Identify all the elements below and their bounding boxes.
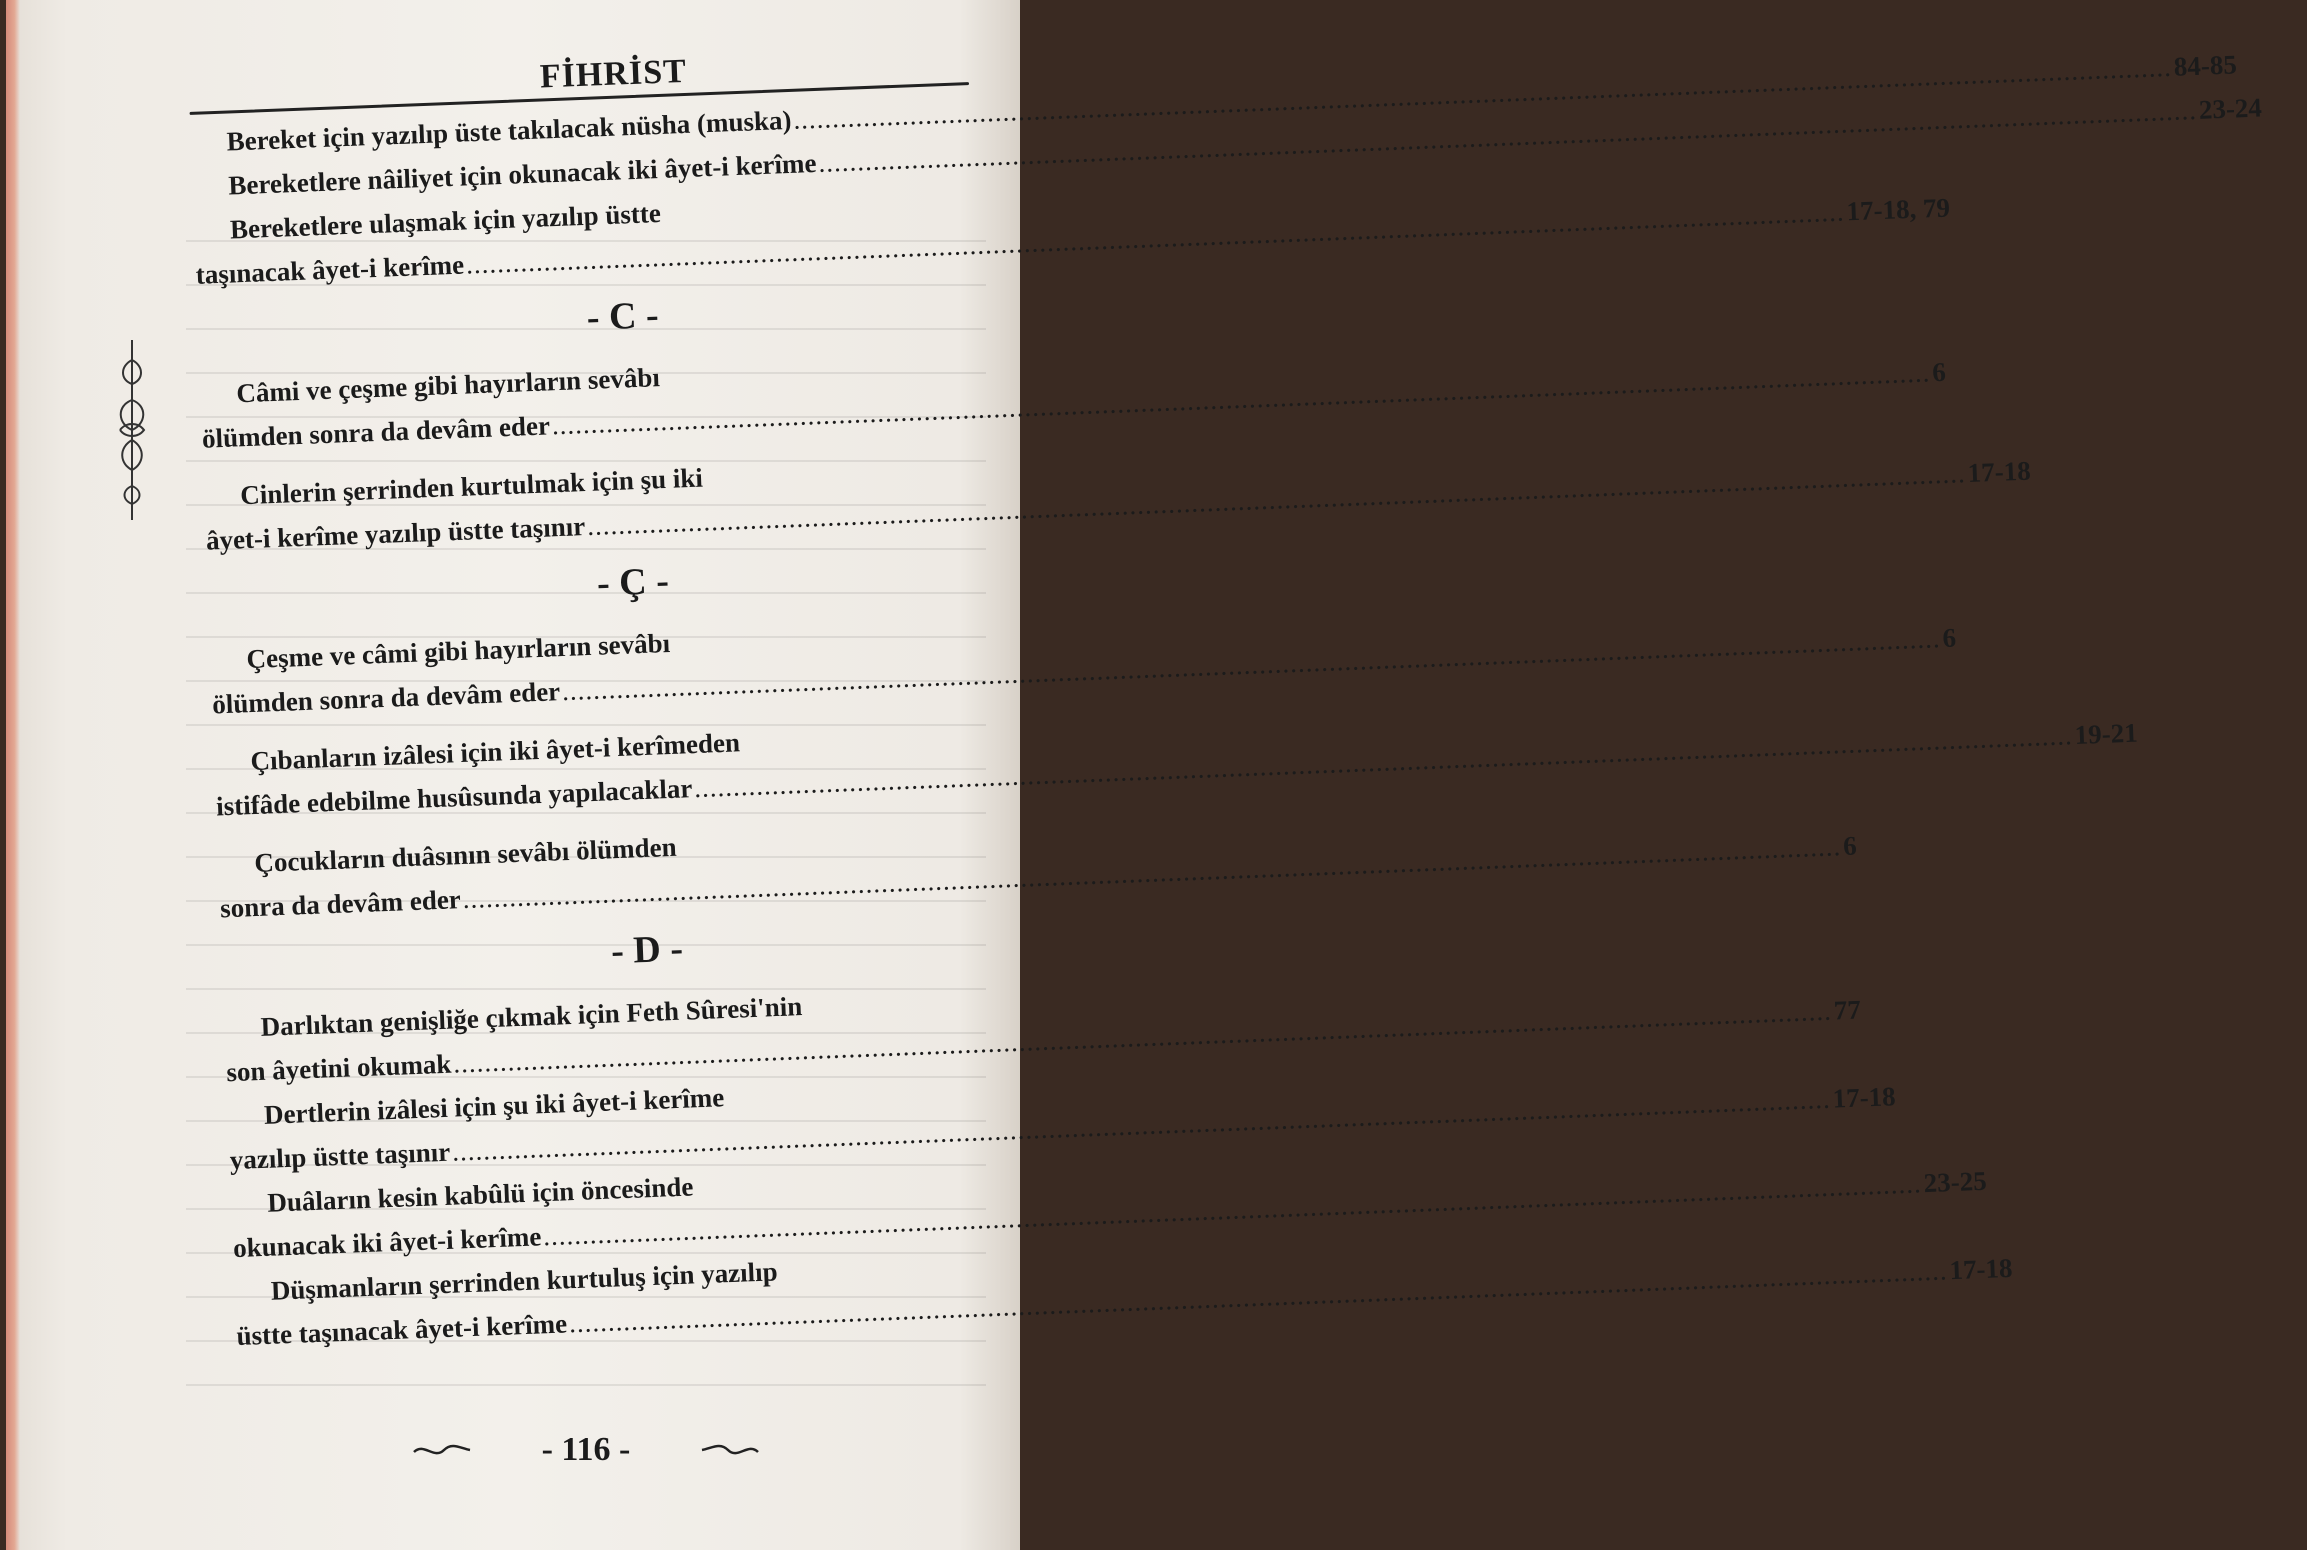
entry-line-2: ölümden sonra da devâm eder [211, 676, 561, 720]
entry-page: 17-18 [1948, 1252, 2014, 1286]
entry-line-2: taşınacak âyet-i kerîme [195, 249, 465, 290]
entry-page: 23-24 [2198, 92, 2263, 125]
page-edge [6, 0, 20, 1550]
entry-line-2: yazılıp üstte taşınır [229, 1136, 451, 1176]
floral-ornament-icon [112, 340, 152, 520]
entry-line-1: Câmi ve çeşme gibi hayırların sevâbı [235, 362, 661, 409]
entry-text: Bereketlere nâiliyet için okunacak iki âyet-i kerîme [227, 147, 817, 201]
swash-ornament-icon [700, 1438, 760, 1462]
entry-line-1: Düşmanların şerrinden kurtuluş için yazılıp [270, 1256, 779, 1306]
entry-page: 17-18, 79 [1845, 192, 1951, 227]
entry-line-2: âyet-i kerîme yazılıp üstte taşınır [205, 511, 586, 556]
entry-line-2: istifâde edebilme husûsunda yapılacaklar [215, 773, 693, 822]
entry-line-2: üstte taşınacak âyet-i kerîme [235, 1308, 568, 1352]
section-heading-d: - D - [610, 927, 684, 973]
entry-page: 84-85 [2173, 49, 2238, 82]
entry-line-1: Çocukların duâsının sevâbı ölümden [253, 831, 678, 879]
entry-line-1: Darlıktan genişliğe çıkmak için Feth Sûresi'nin [260, 991, 803, 1042]
index-content [188, 42, 2263, 1358]
entry-text: Bereket için yazılıp üste takılacak nüsha (muska) [226, 104, 792, 157]
entry-line-2: sonra da devâm eder [219, 884, 462, 924]
entry-page: 6 [1842, 830, 1858, 862]
entry-line-2: okunacak iki âyet-i kerîme [232, 1221, 542, 1264]
entry-line-2: son âyetini okumak [225, 1048, 452, 1088]
entry-line-1: Çıbanların izâlesi için iki âyet-i kerîmeden [249, 727, 741, 777]
entry-line-1: Duâların kesin kabûlü için öncesinde [266, 1171, 694, 1218]
entry-line-1: Dertlerin izâlesi için şu iki âyet-i kerîme [263, 1082, 725, 1130]
entry-line-1: Cinlerin şerrinden kurtulmak için şu iki [239, 462, 704, 511]
page-number: - 116 - [541, 1431, 631, 1468]
entry-page: 77 [1833, 994, 1862, 1026]
entry-page: 6 [1941, 622, 1957, 654]
entry-line-2: ölümden sonra da devâm eder [201, 410, 551, 454]
entry-page: 17-18 [1967, 455, 2032, 488]
page-title: FİHRİST [539, 52, 688, 96]
entry-page: 17-18 [1832, 1081, 1897, 1114]
swash-ornament-icon [412, 1438, 472, 1462]
entry-page: 6 [1931, 356, 1947, 388]
section-heading-cc: - Ç - [596, 559, 670, 605]
page-footer [396, 1420, 776, 1480]
book-page [6, 0, 2263, 1550]
entry-line-1: Çeşme ve câmi gibi hayırların sevâbı [246, 627, 671, 675]
entry-line-1: Bereketlere ulaşmak için yazılıp üstte [229, 197, 662, 245]
entry-page: 23-25 [1923, 1165, 1988, 1199]
entry-page: 19-21 [2074, 717, 2139, 751]
section-heading-c: - C - [586, 294, 660, 339]
